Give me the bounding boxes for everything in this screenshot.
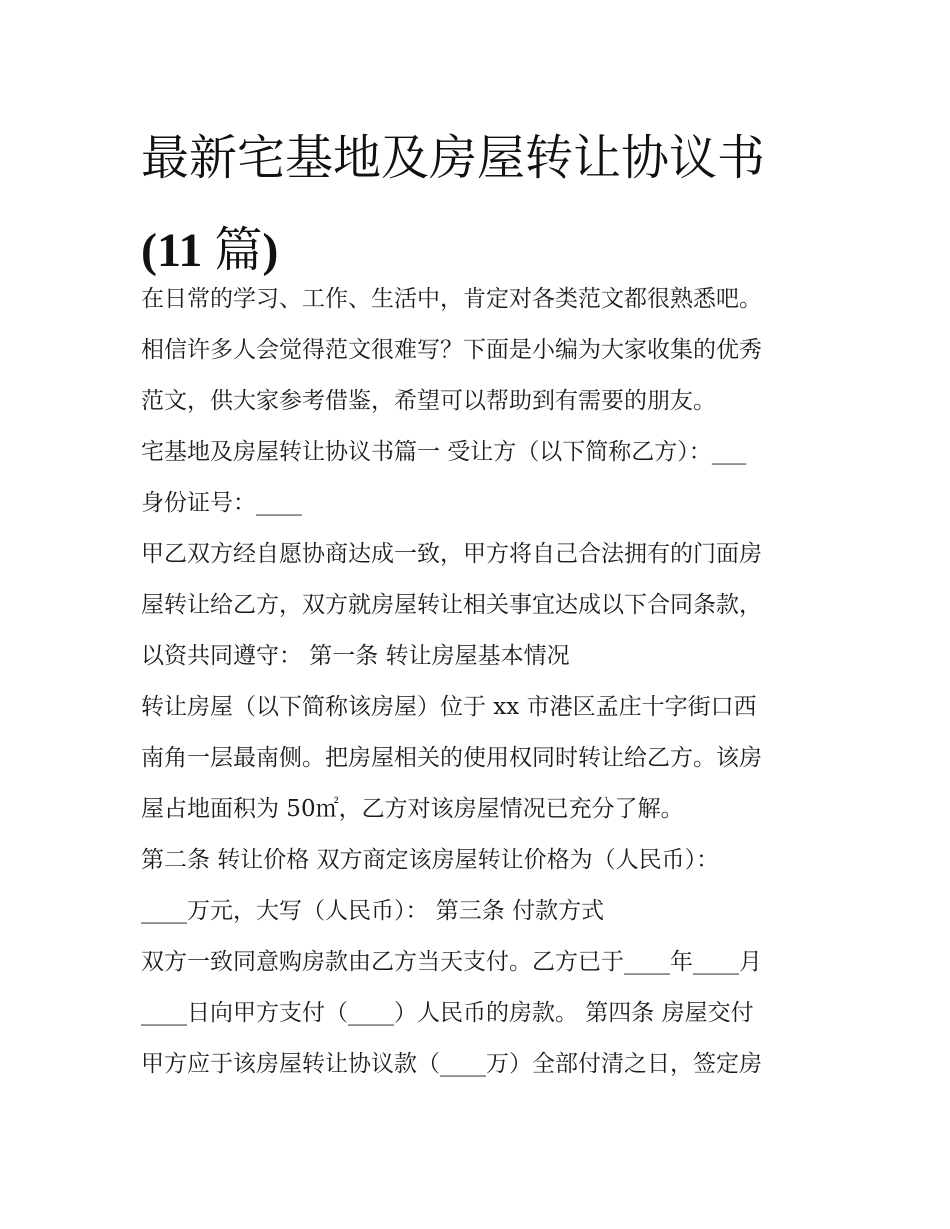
body-line: ____万元，大写（人民币）： 第三条 付款方式: [141, 898, 605, 924]
document-body: [141, 274, 821, 1090]
body-line: 双方一致同意购房款由乙方当天支付。乙方已于____年____月: [141, 949, 762, 975]
body-line: 宅基地及房屋转让协议书篇一 受让方（以下简称乙方）：___: [141, 439, 747, 465]
body-line: 以资共同遵守： 第一条 转让房屋基本情况: [141, 643, 570, 669]
body-line: ____日向甲方支付（____）人民币的房款。 第四条 房屋交付: [141, 1000, 754, 1026]
body-line: 相信许多人会觉得范文很难写？下面是小编为大家收集的优秀: [141, 337, 762, 363]
title-line-1: 最新宅基地及房屋转让协议书: [141, 130, 766, 186]
body-line: 在日常的学习、工作、生活中，肯定对各类范文都很熟悉吧。: [141, 286, 762, 312]
body-line: 身份证号：____: [141, 490, 302, 516]
body-line: 屋转让给乙方，双方就房屋转让相关事宜达成以下合同条款，: [141, 592, 762, 618]
title-count-unit: 篇: [214, 222, 263, 278]
body-line: 屋占地面积为 50㎡，乙方对该房屋情况已充分了解。: [141, 796, 684, 822]
body-line: 南角一层最南侧。把房屋相关的使用权同时转让给乙方。该房: [141, 745, 762, 771]
body-line: 甲方应于该房屋转让协议款（____万）全部付清之日，签定房: [141, 1051, 762, 1077]
body-line: 第二条 转让价格 双方商定该房屋转让价格为（人民币）：: [141, 847, 720, 873]
body-line: 转让房屋（以下简称该房屋）位于 xx 市港区孟庄十字街口西: [141, 694, 757, 720]
body-line: 范文，供大家参考借鉴，希望可以帮助到有需要的朋友。: [141, 388, 716, 414]
title-count-close: ): [262, 224, 279, 277]
document-title: [141, 112, 841, 297]
body-line: 甲乙双方经自愿协商达成一致，甲方将自己合法拥有的门面房: [141, 541, 762, 567]
title-count-open: (11: [141, 224, 215, 277]
